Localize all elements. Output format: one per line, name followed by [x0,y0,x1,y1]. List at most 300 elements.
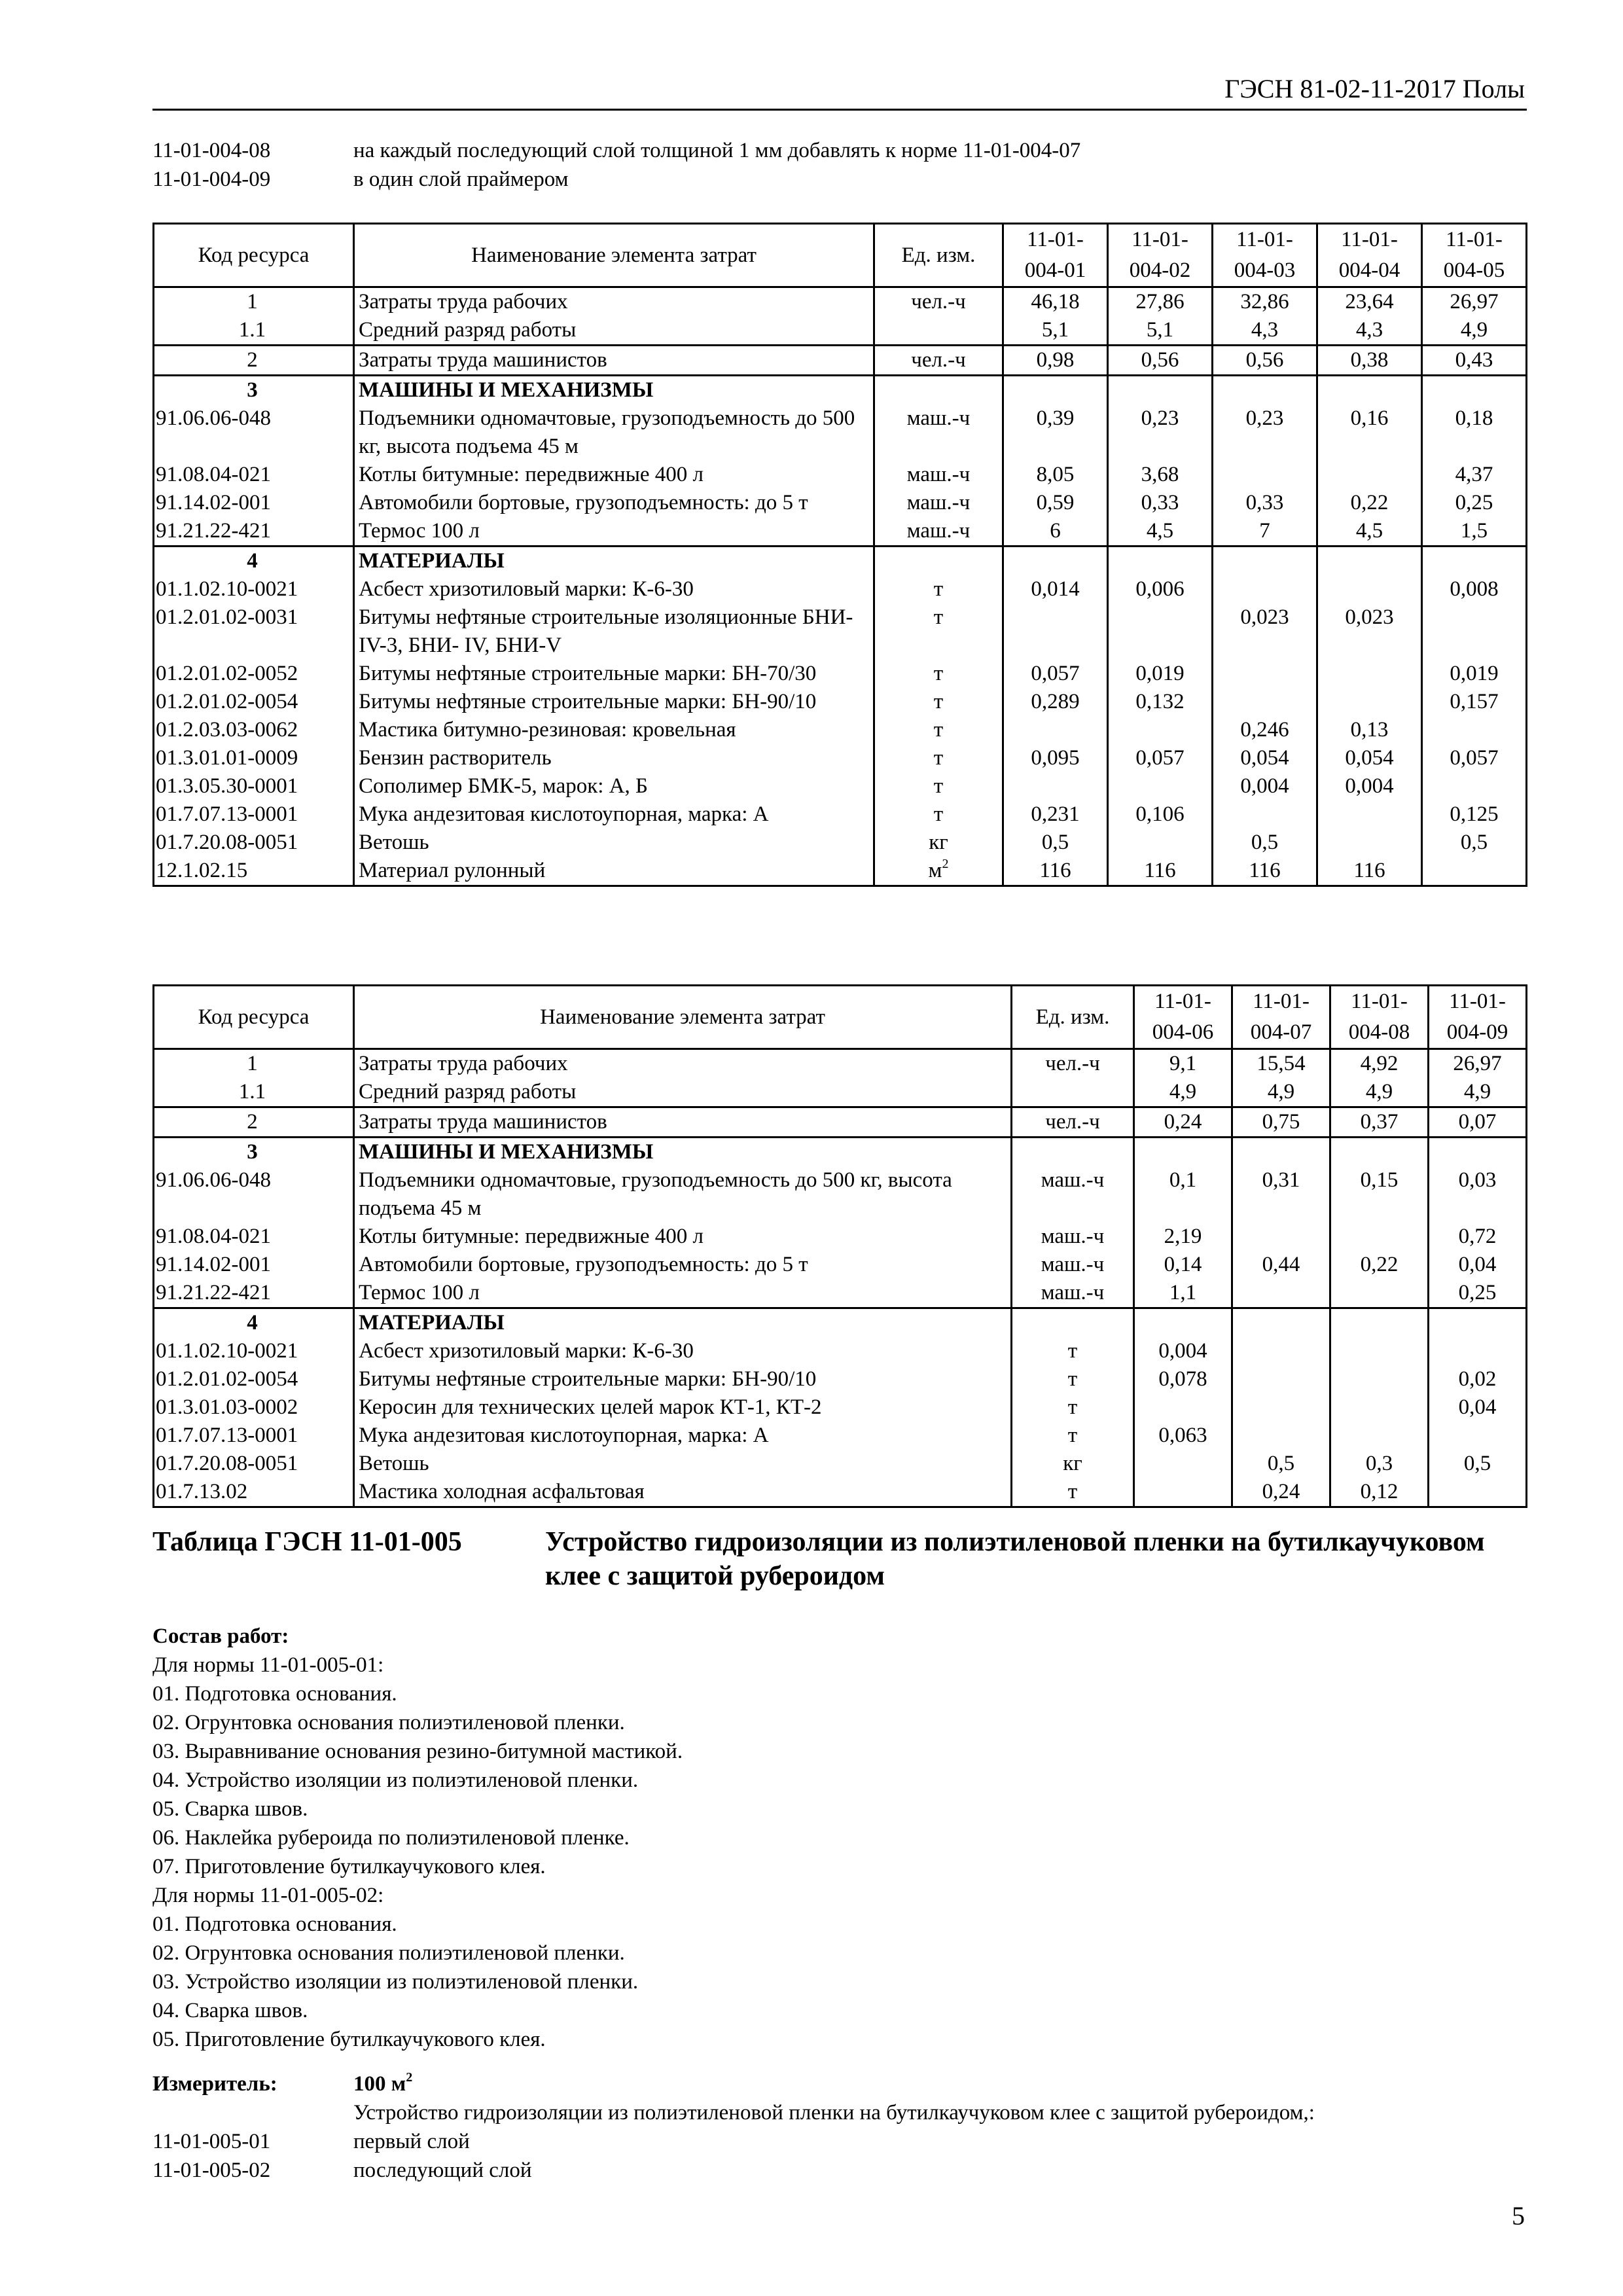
norm-value: 0,44 [1232,1251,1330,1279]
unit-superscript: 2 [942,857,949,871]
norm-value: 32,86 [1213,287,1317,317]
resource-name: Средний разряд работы [354,1078,1012,1107]
resource-unit [874,857,1003,886]
resource-unit [1012,1337,1134,1365]
norm-value: 0,02 [1429,1365,1527,1393]
norm-value [1429,1308,1527,1338]
norm-value [1317,688,1422,716]
resource-name: Ветошь [354,829,874,857]
resource-name: Битумы нефтяные строительные марки: БН-70/30 [354,660,874,688]
norm-value [1232,1308,1330,1338]
resource-unit [1012,1393,1134,1422]
resource-code: 91.14.02-001 [154,1251,354,1279]
work-step: 01. Подготовка основания. [152,1682,397,1706]
header-norm-code [1330,986,1429,1049]
resource-unit [874,660,1003,688]
norm-value [1429,1478,1527,1507]
norm-code-line2: 004-03 [1234,259,1296,282]
resource-name: Термос 100 л [354,1279,1012,1308]
norm-code-line1: 11-01- [1253,990,1310,1013]
norm-value: 0,5 [1422,829,1527,857]
norm-value: 0,004 [1134,1337,1232,1365]
work-step: 07. Приготовление бутилкаучукового клея. [152,1855,546,1878]
header-norm-code [1213,224,1317,287]
table-row [154,404,1527,461]
unit-text: т [1067,1367,1078,1391]
header-unit: Ед. изм. [874,224,1003,287]
resource-name: Мука андезитовая кислотоупорная, марка: А [354,1422,1012,1450]
norm-value [1422,716,1527,744]
norm-value: 27,86 [1108,287,1213,317]
header-norm-code [1003,224,1108,287]
norm-code-line1: 11-01- [1446,228,1503,251]
norm-value: 0,43 [1422,346,1527,376]
norm-value: 0,106 [1108,800,1213,829]
norm-value [1213,688,1317,716]
norm-value [1422,772,1527,800]
table-row [154,376,1527,405]
table-row [154,346,1527,376]
resource-code: 4 [154,547,354,576]
work-composition [152,1622,1527,2054]
resource-unit [874,404,1003,461]
resource-unit [874,688,1003,716]
resource-name: Битумы нефтяные строительные марки: БН-90/10 [354,688,874,716]
resource-name: Котлы битумные: передвижные 400 л [354,1223,1012,1251]
norm-code-line1: 11-01- [1154,990,1211,1013]
resource-unit [874,829,1003,857]
norm-value: 116 [1213,857,1317,886]
norm-value: 26,97 [1422,287,1527,317]
resource-name: Затраты труда машинистов [354,346,874,376]
norm-value: 7 [1213,517,1317,547]
norm-value: 0,023 [1213,603,1317,660]
resource-unit [874,547,1003,576]
norm-value: 8,05 [1003,461,1108,489]
norm-code-line2: 004-05 [1443,259,1505,282]
norm-value [1003,772,1108,800]
table-row [154,517,1527,547]
table-row [154,1337,1527,1365]
page-number: 5 [1512,2201,1525,2231]
norm-value: 0,019 [1422,660,1527,688]
resource-name: Сополимер БМК-5, марок: А, Б [354,772,874,800]
intro-text: в один слой праймером [353,168,569,191]
norm-code-line1: 11-01- [1236,228,1293,251]
resource-code: 91.08.04-021 [154,1223,354,1251]
norm-value [1330,1365,1429,1393]
unit-text: т [1067,1339,1078,1363]
resource-code: 01.7.13.02 [154,1478,354,1507]
resource-name: Затраты труда машинистов [354,1107,1012,1138]
norm-value: 0,014 [1003,575,1108,603]
norm-value: 0,054 [1317,744,1422,772]
resource-unit [874,461,1003,489]
resource-name: Средний разряд работы [354,316,874,346]
norm-value: 0,07 [1429,1107,1527,1138]
norm-value [1108,547,1213,576]
norm-value: 0,37 [1330,1107,1429,1138]
table-row [154,1478,1527,1507]
norm-value [1108,829,1213,857]
measure-item-text: первый слой [353,2130,470,2153]
unit-text: чел.-ч [1045,1052,1100,1075]
unit-text: т [933,774,944,798]
norm-value: 4,9 [1422,316,1527,346]
norm-value: 116 [1317,857,1422,886]
norm-code-line2: 004-06 [1152,1020,1214,1044]
table-row [154,688,1527,716]
norm-value: 4,5 [1317,517,1422,547]
resource-code: 91.06.06-048 [154,1166,354,1223]
norm-value: 1,1 [1134,1279,1232,1308]
resource-unit [1012,1251,1134,1279]
norm-value [1003,716,1108,744]
norm-value: 0,13 [1317,716,1422,744]
resource-unit [1012,1478,1134,1507]
norm-value: 0,22 [1317,489,1422,517]
resource-unit [874,772,1003,800]
header-rule [152,109,1527,111]
resource-unit [874,603,1003,660]
work-step: 02. Огрунтовка основания полиэтиленовой пленки. [152,1711,625,1734]
norm-value: 0,33 [1213,489,1317,517]
resource-unit [874,744,1003,772]
unit-text: чел.-ч [911,348,966,372]
norm-value: 0,006 [1108,575,1213,603]
norm-value [1003,603,1108,660]
resource-unit [1012,1450,1134,1478]
norm-code-line1: 11-01- [1351,990,1408,1013]
table-row [154,772,1527,800]
norm-value [1232,1279,1330,1308]
norm-value: 0,231 [1003,800,1108,829]
norm-value [1108,603,1213,660]
norm-value [1422,603,1527,660]
norm-value [1330,1223,1429,1251]
work-step: 05. Сварка швов. [152,1797,308,1821]
resource-unit [874,316,1003,346]
resource-code: 1.1 [154,316,354,346]
resource-code: 91.06.06-048 [154,404,354,461]
norm-value [1213,575,1317,603]
resource-code: 91.21.22-421 [154,517,354,547]
resource-code: 2 [154,1107,354,1138]
resource-name: Материал рулонный [354,857,874,886]
unit-text: м [928,859,942,882]
resource-name: Битумы нефтяные строительные изоляционные БНИ-IV-3, БНИ- IV, БНИ-V [354,603,874,660]
table-row [154,857,1527,886]
norm-value [1213,461,1317,489]
unit-text: т [1067,1424,1078,1447]
norm-value: 0,057 [1422,744,1527,772]
measure-unit-label: Измеритель: [152,2072,277,2096]
measure-description-row [152,2098,1527,2127]
resource-name: Затраты труда рабочих [354,1049,1012,1079]
norm-value: 3,68 [1108,461,1213,489]
resource-name: МАТЕРИАЛЫ [354,547,874,576]
work-step: 03. Устройство изоляции из полиэтиленовой пленки. [152,1970,639,1994]
resource-code: 91.21.22-421 [154,1279,354,1308]
resource-unit [1012,1166,1134,1223]
norm-value: 0,157 [1422,688,1527,716]
table-row [154,547,1527,576]
norm-value: 9,1 [1134,1049,1232,1079]
resource-unit [874,800,1003,829]
header-norm-code [1317,224,1422,287]
norm-value: 0,289 [1003,688,1108,716]
norm-value: 23,64 [1317,287,1422,317]
unit-text: т [933,718,944,742]
work-step: 05. Приготовление бутилкаучукового клея. [152,2028,546,2051]
resource-code: 2 [154,346,354,376]
norm-value: 0,5 [1003,829,1108,857]
norm-value: 0,12 [1330,1478,1429,1507]
unit-text: чел.-ч [1045,1110,1100,1134]
norm-value: 0,38 [1317,346,1422,376]
norm-value: 0,59 [1003,489,1108,517]
norm-value [1232,1393,1330,1422]
resource-code: 01.2.03.03-0062 [154,716,354,744]
norm-value [1213,376,1317,405]
resource-name: Асбест хризотиловый марки: К-6-30 [354,1337,1012,1365]
work-step: Для нормы 11-01-005-01: [152,1653,384,1677]
norm-value: 0,23 [1108,404,1213,461]
resource-unit [874,376,1003,405]
norm-value: 4,9 [1330,1078,1429,1107]
unit-text: маш.-ч [1041,1168,1105,1192]
unit-text: маш.-ч [1041,1281,1105,1304]
norm-value: 0,24 [1232,1478,1330,1507]
resource-code: 12.1.02.15 [154,857,354,886]
work-composition-heading: Состав работ: [152,1624,289,1648]
norm-value: 0,14 [1134,1251,1232,1279]
norm-value: 0,72 [1429,1223,1527,1251]
resource-unit [874,716,1003,744]
resource-name: Подъемники одномачтовые, грузоподъемность до 500 кг, высота подъема 45 м [354,404,874,461]
header-code: Код ресурса [154,224,354,287]
table-row [154,1422,1527,1450]
norm-value [1134,1478,1232,1507]
norm-value: 0,56 [1108,346,1213,376]
norm-value: 0,22 [1330,1251,1429,1279]
norm-value [1429,1138,1527,1167]
resource-code: 01.2.01.02-0031 [154,603,354,660]
table-row [154,800,1527,829]
resource-unit [874,489,1003,517]
resource-table-1 [152,223,1527,887]
norm-value: 26,97 [1429,1049,1527,1079]
norm-code-line2: 004-04 [1338,259,1400,282]
norm-value: 0,078 [1134,1365,1232,1393]
section-name: Устройство гидроизоляции из полиэтиленовой пленки на бутилкаучуковом клее с защитой рубероидом [545,1527,1485,1591]
norm-value: 0,019 [1108,660,1213,688]
norm-value [1232,1138,1330,1167]
resource-unit [1012,1422,1134,1450]
work-step: 01. Подготовка основания. [152,1912,397,1936]
norm-value [1317,376,1422,405]
header-norm-code [1232,986,1330,1049]
norm-value [1232,1365,1330,1393]
resource-unit [874,346,1003,376]
intro-line [152,136,1527,165]
norm-value [1134,1450,1232,1478]
norm-code-line2: 004-08 [1348,1020,1410,1044]
measure-item [152,2156,1527,2185]
norm-value [1213,660,1317,688]
norm-value: 0,004 [1213,772,1317,800]
unit-text: т [1067,1395,1078,1419]
norm-value [1134,1138,1232,1167]
resource-name: Затраты труда рабочих [354,287,874,317]
norm-value [1003,376,1108,405]
norm-code-line1: 11-01- [1449,990,1506,1013]
norm-value [1108,772,1213,800]
norm-value [1422,547,1527,576]
resource-name: Керосин для технических целей марок КТ-1, КТ-2 [354,1393,1012,1422]
table-row [154,603,1527,660]
norm-value [1317,575,1422,603]
table-row [154,1078,1527,1107]
table-header-row [154,224,1527,287]
resource-name: Подъемники одномачтовые, грузоподъемность до 500 кг, высота подъема 45 м [354,1166,1012,1223]
norm-value: 46,18 [1003,287,1108,317]
resource-code: 91.14.02-001 [154,489,354,517]
norm-value: 0,063 [1134,1422,1232,1450]
resource-unit [874,517,1003,547]
resource-code: 01.7.07.13-0001 [154,1422,354,1450]
table-row [154,660,1527,688]
norm-value: 0,33 [1108,489,1213,517]
unit-text: т [933,577,944,601]
norm-value: 4,9 [1134,1078,1232,1107]
measure-unit-block [152,2070,1527,2185]
resource-name: МАШИНЫ И МЕХАНИЗМЫ [354,376,874,405]
resource-code: 01.2.01.02-0054 [154,688,354,716]
work-step: Для нормы 11-01-005-02: [152,1884,384,1907]
table-row [154,1223,1527,1251]
norm-value: 0,16 [1317,404,1422,461]
unit-text: маш.-ч [906,519,971,543]
norm-value: 0,24 [1134,1107,1232,1138]
resource-unit [1012,1308,1134,1338]
norm-value: 0,008 [1422,575,1527,603]
work-step: 03. Выравнивание основания резино-битумной мастикой. [152,1740,683,1763]
table-header-row [154,986,1527,1049]
norm-value: 0,125 [1422,800,1527,829]
intro-line [152,165,1527,194]
norm-value: 4,37 [1422,461,1527,489]
measure-unit-row [152,2070,1527,2098]
table-row [154,1365,1527,1393]
unit-text: маш.-ч [1041,1225,1105,1248]
unit-text: т [933,746,944,770]
norm-value [1003,547,1108,576]
resource-name: Котлы битумные: передвижные 400 л [354,461,874,489]
norm-value: 4,9 [1429,1078,1527,1107]
norm-value: 0,246 [1213,716,1317,744]
resource-code: 01.1.02.10-0021 [154,1337,354,1365]
header-name: Наименование элемента затрат [354,986,1012,1049]
header-norm-code [1429,986,1527,1049]
norm-value: 4,3 [1213,316,1317,346]
resource-code: 1 [154,287,354,317]
norm-value [1232,1422,1330,1450]
resource-unit [1012,1107,1134,1138]
resource-unit [874,575,1003,603]
norm-value: 0,04 [1429,1393,1527,1422]
work-step: 04. Сварка швов. [152,1999,308,2022]
norm-code-line1: 11-01- [1341,228,1398,251]
resource-name: МАТЕРИАЛЫ [354,1308,1012,1338]
table-row [154,1308,1527,1338]
norm-code-line1: 11-01- [1027,228,1084,251]
norm-code-line2: 004-07 [1250,1020,1312,1044]
norm-value: 1,5 [1422,517,1527,547]
norm-value: 0,5 [1232,1450,1330,1478]
norm-code-line2: 004-09 [1446,1020,1508,1044]
resource-name: Битумы нефтяные строительные марки: БН-90/10 [354,1365,1012,1393]
norm-value: 5,1 [1108,316,1213,346]
norm-value: 0,023 [1317,603,1422,660]
norm-value: 0,25 [1429,1279,1527,1308]
resource-code: 3 [154,1138,354,1167]
norm-value [1330,1308,1429,1338]
table-row [154,316,1527,346]
resource-code: 01.3.01.03-0002 [154,1393,354,1422]
measure-item-code: 11-01-005-01 [152,2130,271,2153]
norm-value: 0,39 [1003,404,1108,461]
resource-name: Бензин растворитель [354,744,874,772]
resource-code: 01.3.01.01-0009 [154,744,354,772]
measure-description: Устройство гидроизоляции из полиэтиленовой пленки на бутилкаучуковом клее с защитой рубероидом,: [353,2101,1315,2125]
resource-name: МАШИНЫ И МЕХАНИЗМЫ [354,1138,1012,1167]
resource-code: 4 [154,1308,354,1338]
resource-name: Мастика битумно-резиновая: кровельная [354,716,874,744]
norm-value [1317,547,1422,576]
norm-value [1232,1223,1330,1251]
table-row [154,1450,1527,1478]
norm-value: 0,03 [1429,1166,1527,1223]
table-row [154,1049,1527,1079]
norm-value [1330,1337,1429,1365]
norm-code-line2: 004-02 [1129,259,1191,282]
resource-unit [1012,1049,1134,1079]
resource-code: 01.7.07.13-0001 [154,800,354,829]
unit-text: чел.-ч [911,290,966,314]
resource-name: Мастика холодная асфальтовая [354,1478,1012,1507]
resource-code: 01.2.01.02-0052 [154,660,354,688]
norm-value [1108,376,1213,405]
unit-text: маш.-ч [1041,1253,1105,1276]
header-norm-code [1108,224,1213,287]
norm-value [1422,857,1527,886]
header-code: Код ресурса [154,986,354,1049]
resource-code: 1 [154,1049,354,1079]
norm-value: 0,095 [1003,744,1108,772]
norm-value [1108,716,1213,744]
work-step: 06. Наклейка рубероида по полиэтиленовой пленке. [152,1826,630,1850]
resource-code: 91.08.04-021 [154,461,354,489]
norm-value [1330,1138,1429,1167]
measure-unit-value: 100 $м^2$ [353,2070,413,2096]
unit-text: т [933,802,944,826]
header-unit: Ед. изм. [1012,986,1134,1049]
resource-code: 01.3.05.30-0001 [154,772,354,800]
unit-text: т [933,605,944,629]
resource-name: Автомобили бортовые, грузоподъемность: до 5 т [354,489,874,517]
resource-code: 01.2.01.02-0054 [154,1365,354,1393]
